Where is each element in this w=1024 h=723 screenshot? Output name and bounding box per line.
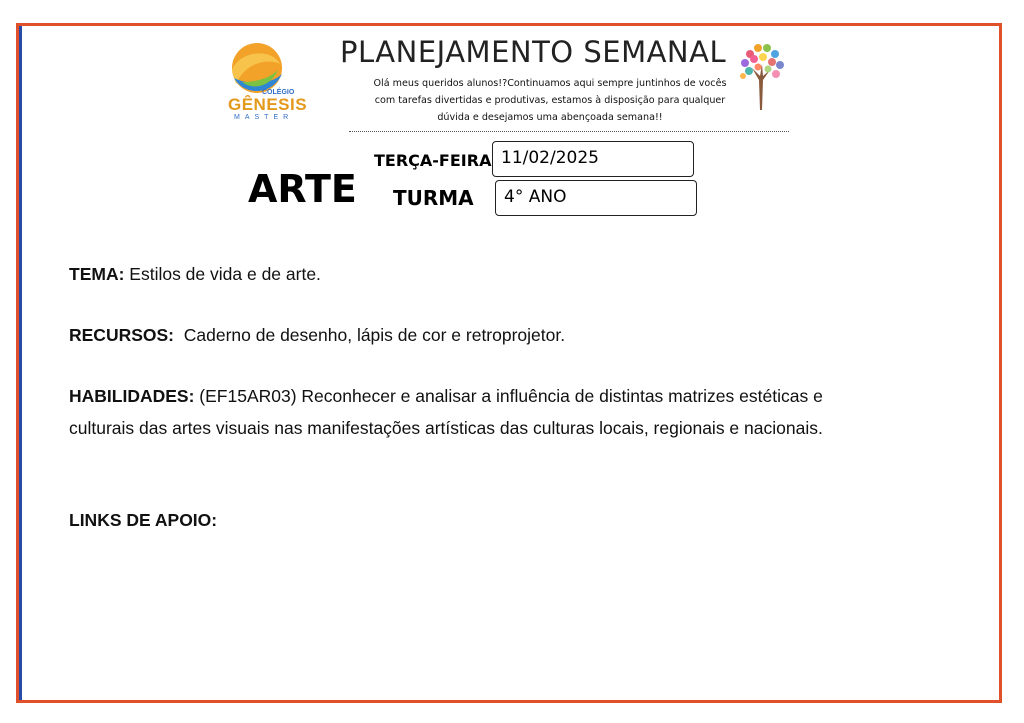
page-title: PLANEJAMENTO SEMANAL xyxy=(340,35,727,69)
logo-main-text: GÊNESIS xyxy=(228,95,308,114)
links-label: LINKS DE APOIO: xyxy=(69,510,218,530)
habilidades-value-line1: (EF15AR03) Reconhecer e analisar a influência de distintas matrizes estéticas e xyxy=(199,386,823,406)
greeting-line: com tarefas divertidas e produtivas, estamos à disposição para qualquer xyxy=(374,95,726,106)
logo-sub-text: MASTER xyxy=(234,114,294,121)
recursos-line xyxy=(69,325,565,346)
class-field: 4° ANO xyxy=(495,180,697,216)
habilidades-line-continued xyxy=(69,418,823,439)
header-divider xyxy=(349,131,789,132)
tema-line xyxy=(69,264,321,285)
tema-label: TEMA: xyxy=(69,264,125,284)
habilidades-value-line2: culturais das artes visuais nas manifestações artísticas das culturas locais, regionais e nacionais. xyxy=(69,418,823,438)
habilidades-label: HABILIDADES: xyxy=(69,386,195,406)
page-border-accent xyxy=(19,26,22,700)
subject-title: ARTE xyxy=(248,167,357,211)
class-label: TURMA xyxy=(393,186,474,210)
tema-value: Estilos de vida e de arte. xyxy=(129,264,321,284)
greeting-line: dúvida e desejamos uma abençoada semana!! xyxy=(437,112,663,123)
recursos-label: RECURSOS: xyxy=(69,325,175,345)
recursos-value: Caderno de desenho, lápis de cor e retroprojetor. xyxy=(183,325,566,345)
day-label: TERÇA-FEIRA xyxy=(374,151,492,170)
links-line xyxy=(69,510,217,531)
greeting-line: Olá meus queridos alunos!?Continuamos aqui sempre juntinhos de vocês xyxy=(373,78,727,89)
greeting-text xyxy=(370,75,730,126)
habilidades-line xyxy=(69,386,823,407)
tree-icon xyxy=(736,40,786,112)
date-field: 11/02/2025 xyxy=(492,141,694,177)
logo-small-text: COLÉGIO xyxy=(262,89,295,96)
